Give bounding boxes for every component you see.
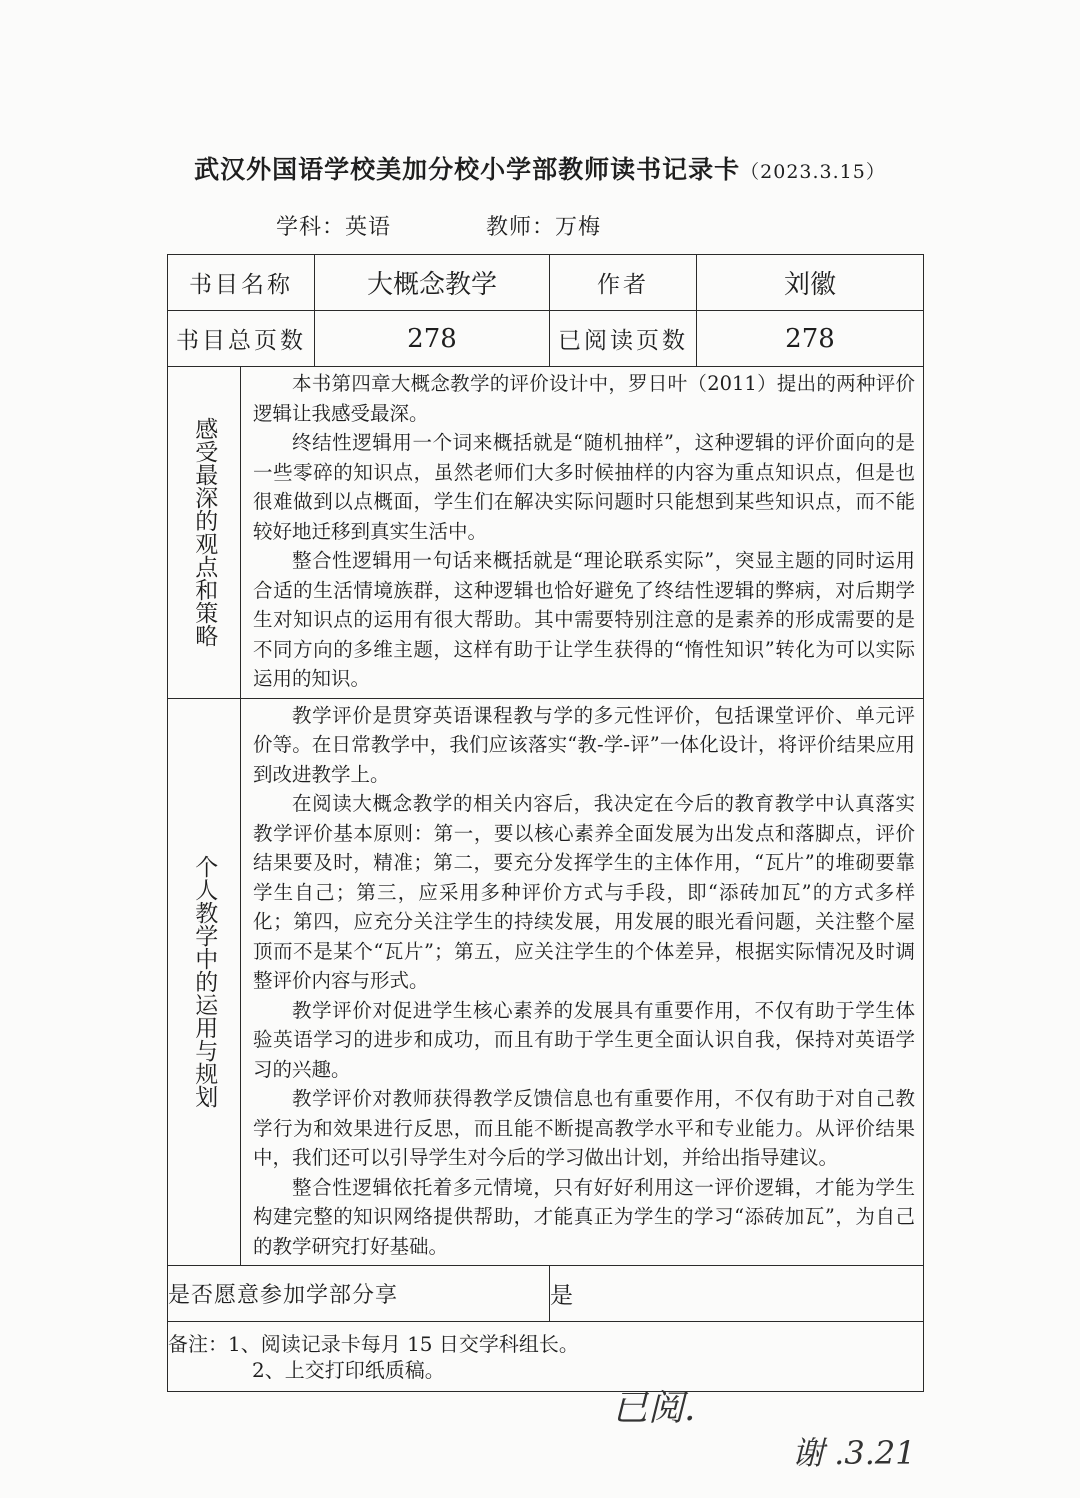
application-row	[168, 698, 924, 1266]
title-text: 武汉外国语学校美加分校小学部教师读书记录卡	[194, 155, 741, 184]
application-paragraph: 整合性逻辑依托着多元情境，只有好好利用这一评价逻辑，才能为学生构建完整的知识网络提供帮助，才能真正为学生的学习“添砖加瓦”，为自己的教学研究打好基础。	[253, 1175, 915, 1258]
application-content	[241, 698, 924, 1266]
total-pages-label: 书目总页数	[168, 311, 315, 367]
reading-record-table	[167, 254, 924, 1392]
read-pages-value: 278	[697, 311, 924, 367]
application-paragraph: 教学评价对促进学生核心素养的发展具有重要作用，不仅有助于学生体验英语学习的进步和成功，而且有助于学生更全面认识自我，保持对英语学习的兴趣。	[253, 998, 915, 1081]
title-date: （2023.3.15）	[740, 161, 886, 183]
application-label-cell	[168, 698, 241, 1266]
insight-row	[168, 367, 924, 699]
insight-paragraph: 本书第四章大概念教学的评价设计中，罗日叶（2011）提出的两种评价逻辑让我感受最深。	[253, 372, 915, 425]
notes-row	[168, 1322, 924, 1392]
insight-label: 感受最深的观点和策略	[191, 417, 218, 648]
book-title-row	[168, 255, 924, 311]
application-paragraph: 教学评价是贯穿英语课程教与学的多元性评价，包括课堂评价、单元评价等。在日常教学中，我们应该落实“教-学-评”一体化设计，将评价结果应用到改进教学上。	[253, 703, 915, 786]
total-pages-value: 278	[315, 311, 550, 367]
share-value: 是	[550, 1266, 924, 1322]
reviewed-handwriting: 已阅.	[612, 1388, 696, 1429]
subject-label: 学科：英语	[276, 215, 392, 240]
signature-handwriting: 谢 .3.21	[792, 1434, 916, 1472]
insight-paragraph: 整合性逻辑用一句话来概括就是“理论联系实际”，突显主题的同时运用合适的生活情境族群，这种逻辑也恰好避免了终结性逻辑的弊病，对后期学生对知识点的运用有很大帮助。其中需要特别注意的是素养的形成需要的是不同方向的多维主题，这样有助于让学生获得的“惰性知识”转化为可以实际运用的知识。	[253, 549, 915, 690]
page-title	[0, 150, 1080, 186]
insight-paragraph: 终结性逻辑用一个词来概括就是“随机抽样”，这种逻辑的评价面向的是一些零碎的知识点，虽然老师们大多时候抽样的内容为重点知识点，但是也很难做到以点概面，学生们在解决实际问题时只能想到某些知识点，而不能较好地迁移到真实生活中。	[253, 431, 915, 543]
author-label: 作者	[550, 255, 697, 311]
teacher-label: 教师：万梅	[486, 215, 602, 240]
share-label: 是否愿意参加学部分享	[168, 1266, 550, 1322]
book-title-value: 大概念教学	[315, 255, 550, 311]
note-line-1: 备注：1、阅读记录卡每月 15 日交学科组长。	[168, 1331, 579, 1356]
application-label: 个人教学中的运用与规划	[191, 855, 218, 1109]
read-pages-label: 已阅读页数	[550, 311, 697, 367]
insight-content	[241, 367, 924, 699]
application-paragraph: 在阅读大概念教学的相关内容后，我决定在今后的教育教学中认真落实教学评价基本原则：第一，要以核心素养全面发展为出发点和落脚点，评价结果要及时，精准；第二，要充分发挥学生的主体作用，“瓦片”的堆砌要靠学生自己；第三，应采用多种评价方式与手段，即“添砖加瓦”的方式多样化；第四，应充分关注学生的持续发展，用发展的眼光看问题，关注整个屋顶而不是某个“瓦片”；第五，应关注学生的个体差异，根据实际情况及时调整评价内容与形式。	[253, 792, 915, 992]
application-paragraph: 教学评价对教师获得教学反馈信息也有重要作用，不仅有助于对自己教学行为和效果进行反思，而且能不断提高教学水平和专业能力。从评价结果中，我们还可以引导学生对今后的学习做出计划，并给出指导建议。	[253, 1087, 915, 1169]
book-title-label: 书目名称	[168, 255, 315, 311]
insight-label-cell	[168, 367, 241, 699]
author-value: 刘徽	[697, 255, 924, 311]
notes-cell	[168, 1322, 924, 1392]
pages-row	[168, 311, 924, 367]
note-line-2: 2、上交打印纸质稿。	[252, 1357, 445, 1382]
share-row	[168, 1266, 924, 1322]
